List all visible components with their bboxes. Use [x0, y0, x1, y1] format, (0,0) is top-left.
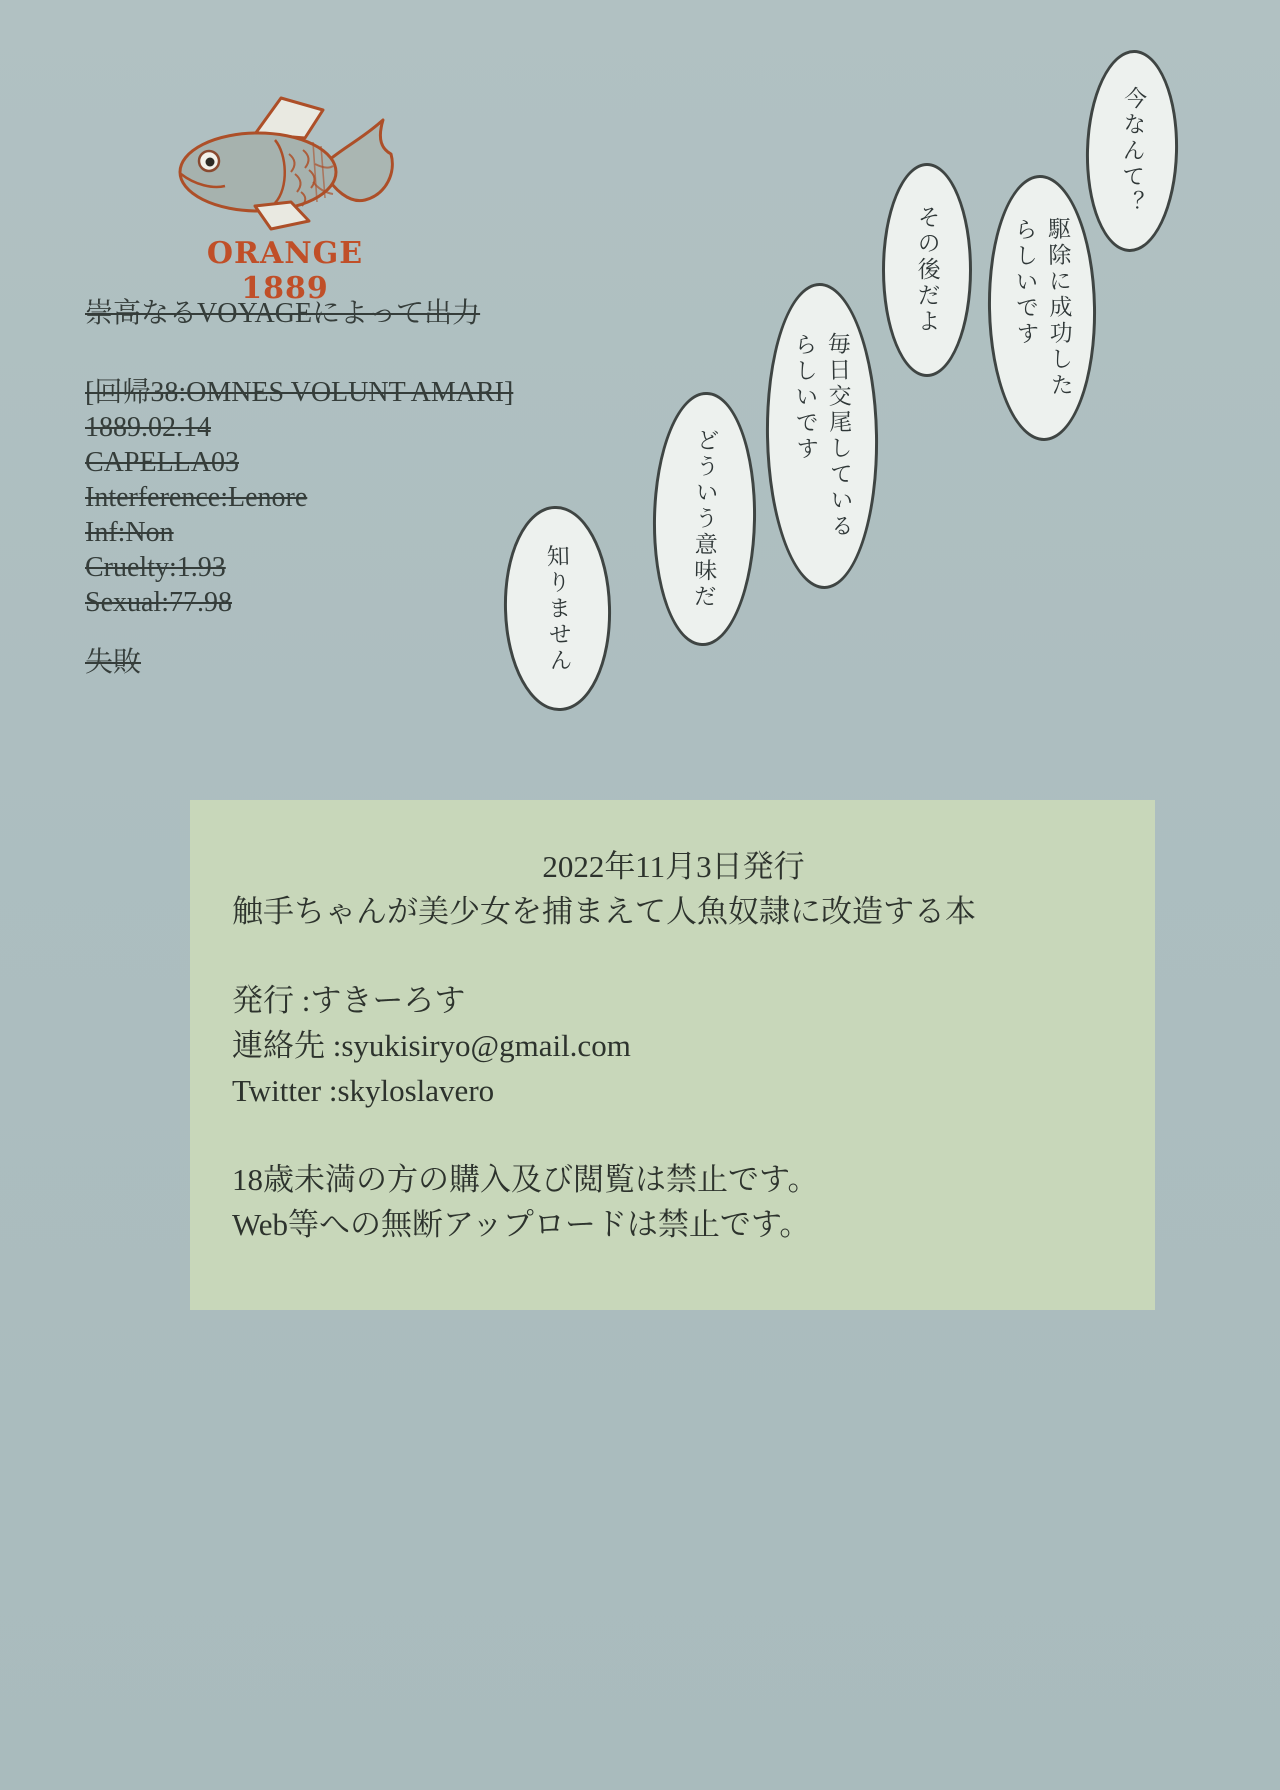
speech-bubble-3: [882, 163, 972, 377]
spacer: [232, 1113, 1115, 1157]
publication-date: 2022年11月3日発行: [542, 849, 805, 884]
speech-bubble-text: その後だよ: [914, 205, 940, 335]
log-line: Interference:Lenore: [85, 482, 308, 513]
log-line: CAPELLA03: [85, 447, 239, 478]
fish-logo-icon: [163, 92, 408, 232]
speech-bubble-text: 駆除に成功した らしいです: [1011, 216, 1073, 399]
age-restriction-notice: 18歳未満の方の購入及び閲覧は禁止です。: [232, 1162, 819, 1197]
log-line: Sexual:77.98: [85, 587, 232, 618]
log-line: 崇高なるVOYAGEによって出力: [85, 298, 481, 329]
speech-bubble-1: [1083, 49, 1180, 253]
log-line: Cruelty:1.93: [85, 552, 226, 583]
log-line-failure: 失敗: [85, 647, 142, 678]
spacer: [232, 934, 1115, 978]
brand-name: ORANGE 1889: [206, 236, 364, 306]
log-line: 1889.02.14: [85, 412, 211, 443]
speech-bubble-4: [763, 282, 880, 590]
speech-bubble-2: [986, 174, 1099, 442]
twitter-handle: Twitter :skyloslavero: [232, 1073, 495, 1108]
colophon-box: [190, 800, 1155, 1310]
log-line: [回帰38:OMNES VOLUNT AMARI]: [85, 377, 514, 408]
book-title: 触手ちゃんが美少女を捕まえて人魚奴隷に改造する本: [232, 894, 976, 929]
upload-prohibition-notice: Web等への無断アップロードは禁止です。: [232, 1207, 811, 1242]
speech-bubble-5: [651, 391, 758, 647]
speech-bubble-text: 毎日交尾している らしいです: [791, 331, 854, 540]
log-line: Inf:Non: [85, 517, 174, 548]
publisher: 発行 :すきーろす: [232, 983, 466, 1018]
contact-email: 連絡先 :syukisiryo@gmail.com: [232, 1028, 631, 1063]
speech-bubble-text: 知りません: [543, 543, 572, 674]
speech-bubble-text: どういう意味だ: [690, 427, 719, 611]
speech-bubble-text: 今なんて？: [1117, 85, 1147, 217]
circle-logo: [160, 92, 410, 306]
